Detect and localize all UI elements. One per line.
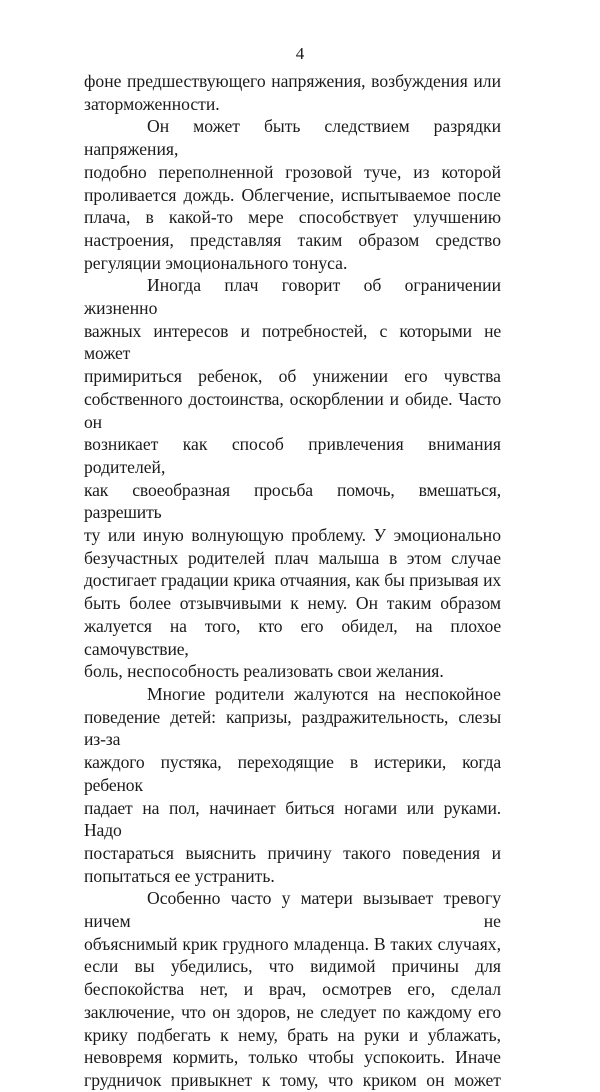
- text-line: невовремя кормить, только чтобы успокоить. Иначе: [84, 1047, 501, 1068]
- text-line: фоне предшествующего напряжения, возбуждения или: [84, 71, 501, 91]
- text-line: грудничок привыкнет к тому, что криком он может: [84, 1069, 501, 1090]
- text-line: объяснимый крик грудного младенца. В таких случаях,: [84, 933, 501, 954]
- text-line: если вы убедились, что видимой причины для: [84, 956, 501, 977]
- text-line: быть более отзывчивыми к нему. Он таким образом: [84, 593, 501, 614]
- text-line: заторможенности.: [84, 93, 220, 114]
- text-line: возникает как способ привлечения внимания родителей,: [84, 434, 501, 477]
- text-line: жалуется на того, кто его обидел, на плохое самочувствие,: [84, 615, 501, 659]
- text-line: собственного достоинства, оскорблении и обиде. Часто он: [84, 388, 501, 432]
- text-line: Иногда плач говорит об ограничении жизненно: [84, 275, 501, 319]
- text-line: поведение детей: капризы, раздражительность, слезы из-за: [84, 706, 501, 750]
- text-line: важных интересов и потребностей, с которыми не может: [84, 320, 501, 364]
- text-line: ту или иную волнующую проблему. У эмоционально: [84, 525, 501, 546]
- text-line: крику подбегать к нему, брать на руки и ублажать,: [84, 1024, 501, 1045]
- text-line: настроения, представляя таким образом средство: [84, 229, 501, 250]
- text-line: беспокойства нет, и врач, осмотрев его, сделал: [84, 979, 501, 1000]
- text-line: падает на пол, начинает биться ногами или руками. Надо: [84, 797, 501, 841]
- body-text: [84, 70, 501, 1092]
- text-line: достигает градации крика отчаяния, как бы призывая их: [84, 570, 501, 591]
- page-number: 4: [295, 44, 305, 63]
- text-line: заключение, что он здоров, не следует по каждому его: [84, 1001, 501, 1022]
- text-line: регуляции эмоционального тонуса.: [84, 252, 348, 273]
- text-line: примириться ребенок, об унижении его чувства: [84, 366, 501, 387]
- text-line: безучастных родителей плач малыша в этом случае: [84, 547, 501, 568]
- text-line: проливается дождь. Облегчение, испытываемое после: [84, 184, 501, 205]
- text-line: Многие родители жалуются на неспокойное: [147, 683, 501, 704]
- text-line: Он может быть следствием разрядки напряжения,: [84, 116, 501, 160]
- text-line: Особенно часто у матери вызывает тревогу ничем не: [84, 888, 501, 932]
- text-line: плача, в какой-то мере способствует улучшению: [84, 207, 501, 228]
- text-line: как своеобразная просьба помочь, вмешаться, разрешить: [84, 479, 501, 523]
- text-line: подобно переполненной грозовой туче, из которой: [84, 161, 501, 182]
- text-line: постараться выяснить причину такого поведения и: [84, 842, 501, 863]
- text-line: попытаться ее устранить.: [84, 865, 275, 886]
- text-line: каждого пустяка, переходящие в истерики, когда ребенок: [84, 752, 501, 795]
- text-line: боль, неспособность реализовать свои желания.: [84, 661, 444, 682]
